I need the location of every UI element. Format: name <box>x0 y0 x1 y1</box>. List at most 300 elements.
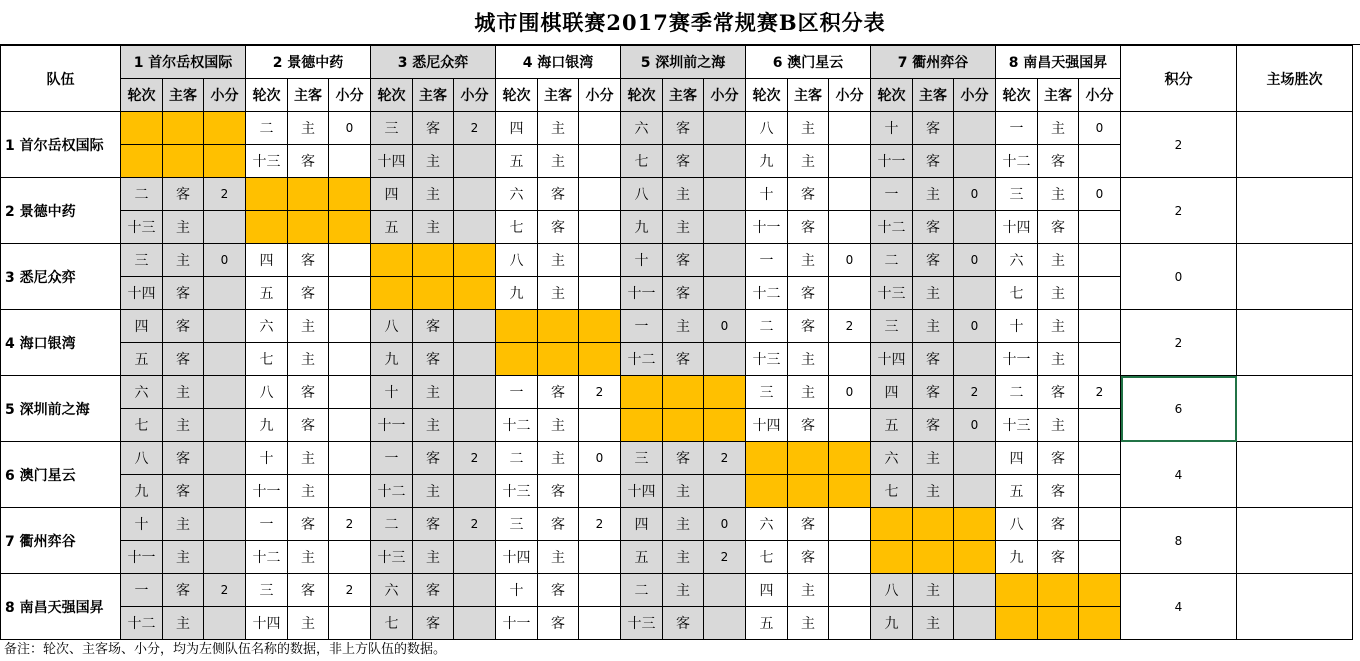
round-cell[interactable]: 三 <box>496 508 538 541</box>
home-away-cell[interactable]: 客 <box>163 574 204 607</box>
team-column-header[interactable]: 队伍 <box>1 46 121 112</box>
self-match-cell[interactable] <box>454 277 496 310</box>
sub-score-cell[interactable]: 2 <box>204 178 246 211</box>
home-away-cell[interactable]: 客 <box>913 376 954 409</box>
sub-score-cell[interactable] <box>329 442 371 475</box>
sub-score-cell[interactable] <box>1079 409 1121 442</box>
home-away-cell[interactable]: 客 <box>663 145 704 178</box>
sub-score-cell[interactable] <box>454 541 496 574</box>
home-away-cell[interactable]: 客 <box>913 145 954 178</box>
home-away-cell[interactable]: 主 <box>663 475 704 508</box>
round-cell[interactable]: 一 <box>621 310 663 343</box>
round-cell[interactable]: 八 <box>246 376 288 409</box>
team-name[interactable]: 6 澳门星云 <box>1 442 121 508</box>
round-cell[interactable]: 五 <box>496 145 538 178</box>
round-cell[interactable]: 六 <box>996 244 1038 277</box>
opponent-header-1[interactable]: 1 首尔岳权国际 <box>121 46 246 79</box>
home-away-cell[interactable]: 主 <box>788 607 829 640</box>
round-cell[interactable]: 六 <box>746 508 788 541</box>
sub-score-cell[interactable] <box>704 475 746 508</box>
home-away-cell[interactable]: 客 <box>788 277 829 310</box>
sub-score-cell[interactable] <box>704 112 746 145</box>
home-away-cell[interactable]: 客 <box>163 277 204 310</box>
sub-score-cell[interactable]: 2 <box>704 541 746 574</box>
sub-score-header[interactable]: 小分 <box>329 79 371 112</box>
home-away-cell[interactable]: 客 <box>163 178 204 211</box>
round-cell[interactable]: 十二 <box>121 607 163 640</box>
self-match-cell[interactable] <box>663 376 704 409</box>
sub-score-cell[interactable]: 0 <box>829 376 871 409</box>
round-cell[interactable]: 三 <box>871 310 913 343</box>
self-match-cell[interactable] <box>996 574 1038 607</box>
round-cell[interactable]: 九 <box>246 409 288 442</box>
self-match-cell[interactable] <box>246 178 288 211</box>
sub-score-cell[interactable] <box>704 574 746 607</box>
sub-score-cell[interactable] <box>829 112 871 145</box>
self-match-cell[interactable] <box>663 409 704 442</box>
sub-score-cell[interactable] <box>329 607 371 640</box>
sub-score-header[interactable]: 小分 <box>954 79 996 112</box>
round-cell[interactable]: 八 <box>371 310 413 343</box>
sub-score-cell[interactable]: 0 <box>329 112 371 145</box>
home-away-cell[interactable]: 主 <box>288 607 329 640</box>
sub-score-cell[interactable] <box>329 145 371 178</box>
home-away-cell[interactable]: 主 <box>538 409 579 442</box>
round-cell[interactable]: 一 <box>496 376 538 409</box>
home-wins-cell[interactable] <box>1237 508 1353 574</box>
round-cell[interactable]: 四 <box>746 574 788 607</box>
home-away-cell[interactable]: 客 <box>788 211 829 244</box>
round-cell[interactable]: 一 <box>996 112 1038 145</box>
home-away-cell[interactable]: 客 <box>413 343 454 376</box>
home-away-cell[interactable]: 主 <box>538 277 579 310</box>
round-cell[interactable]: 三 <box>121 244 163 277</box>
round-cell[interactable]: 十 <box>371 376 413 409</box>
home-away-cell[interactable]: 客 <box>413 310 454 343</box>
sub-score-cell[interactable]: 2 <box>1079 376 1121 409</box>
home-away-cell[interactable]: 主 <box>288 343 329 376</box>
round-cell[interactable]: 十三 <box>996 409 1038 442</box>
round-cell[interactable]: 十三 <box>246 145 288 178</box>
home-away-cell[interactable]: 主 <box>788 343 829 376</box>
home-away-cell[interactable]: 主 <box>163 607 204 640</box>
round-cell[interactable]: 二 <box>621 574 663 607</box>
self-match-cell[interactable] <box>163 145 204 178</box>
self-match-cell[interactable] <box>954 541 996 574</box>
home-wins-cell[interactable] <box>1237 244 1353 310</box>
sub-score-header[interactable]: 小分 <box>454 79 496 112</box>
home-away-header[interactable]: 主客 <box>913 79 954 112</box>
sub-score-cell[interactable]: 2 <box>704 442 746 475</box>
self-match-cell[interactable] <box>121 145 163 178</box>
sub-score-cell[interactable] <box>1079 277 1121 310</box>
self-match-cell[interactable] <box>288 211 329 244</box>
self-match-cell[interactable] <box>121 112 163 145</box>
self-match-cell[interactable] <box>621 376 663 409</box>
home-away-cell[interactable]: 客 <box>288 409 329 442</box>
home-away-cell[interactable]: 主 <box>1038 244 1079 277</box>
round-cell[interactable]: 十一 <box>371 409 413 442</box>
team-name[interactable]: 4 海口银湾 <box>1 310 121 376</box>
home-away-cell[interactable]: 客 <box>288 508 329 541</box>
round-cell[interactable]: 二 <box>121 178 163 211</box>
home-away-cell[interactable]: 主 <box>913 475 954 508</box>
team-name[interactable]: 2 景德中药 <box>1 178 121 244</box>
home-away-cell[interactable]: 主 <box>663 211 704 244</box>
sub-score-cell[interactable] <box>829 145 871 178</box>
home-away-cell[interactable]: 主 <box>413 376 454 409</box>
home-away-cell[interactable]: 客 <box>288 277 329 310</box>
self-match-cell[interactable] <box>788 442 829 475</box>
sub-score-cell[interactable] <box>204 376 246 409</box>
self-match-cell[interactable] <box>371 244 413 277</box>
self-match-cell[interactable] <box>1038 574 1079 607</box>
self-match-cell[interactable] <box>1038 607 1079 640</box>
round-cell[interactable]: 十一 <box>496 607 538 640</box>
sub-score-cell[interactable] <box>329 277 371 310</box>
round-cell[interactable]: 二 <box>246 112 288 145</box>
sub-score-cell[interactable] <box>704 211 746 244</box>
sub-score-cell[interactable] <box>579 409 621 442</box>
home-away-cell[interactable]: 主 <box>1038 277 1079 310</box>
round-cell[interactable]: 二 <box>371 508 413 541</box>
sub-score-cell[interactable] <box>829 607 871 640</box>
home-away-cell[interactable]: 客 <box>663 244 704 277</box>
team-name[interactable]: 1 首尔岳权国际 <box>1 112 121 178</box>
home-away-cell[interactable]: 客 <box>663 277 704 310</box>
self-match-cell[interactable] <box>829 475 871 508</box>
self-match-cell[interactable] <box>871 541 913 574</box>
sub-score-cell[interactable] <box>704 343 746 376</box>
sub-score-cell[interactable]: 2 <box>329 574 371 607</box>
home-away-cell[interactable]: 客 <box>413 442 454 475</box>
home-away-header[interactable]: 主客 <box>538 79 579 112</box>
sub-score-cell[interactable]: 0 <box>1079 112 1121 145</box>
home-away-cell[interactable]: 客 <box>1038 145 1079 178</box>
home-away-cell[interactable]: 主 <box>788 574 829 607</box>
points-header[interactable]: 积分 <box>1121 46 1237 112</box>
self-match-cell[interactable] <box>454 244 496 277</box>
points-cell[interactable]: 2 <box>1121 178 1237 244</box>
home-away-cell[interactable]: 主 <box>163 409 204 442</box>
sub-score-cell[interactable] <box>704 178 746 211</box>
round-cell[interactable]: 十 <box>496 574 538 607</box>
home-away-cell[interactable]: 主 <box>1038 343 1079 376</box>
home-wins-header[interactable]: 主场胜次 <box>1237 46 1353 112</box>
self-match-cell[interactable] <box>496 343 538 376</box>
home-away-header[interactable]: 主客 <box>788 79 829 112</box>
self-match-cell[interactable] <box>371 277 413 310</box>
self-match-cell[interactable] <box>996 607 1038 640</box>
sub-score-cell[interactable] <box>454 409 496 442</box>
sub-score-cell[interactable] <box>579 475 621 508</box>
sub-score-cell[interactable] <box>204 277 246 310</box>
round-cell[interactable]: 六 <box>246 310 288 343</box>
self-match-cell[interactable] <box>704 409 746 442</box>
home-wins-cell[interactable] <box>1237 574 1353 640</box>
round-cell[interactable]: 七 <box>246 343 288 376</box>
round-header[interactable]: 轮次 <box>246 79 288 112</box>
home-away-cell[interactable]: 主 <box>788 244 829 277</box>
sub-score-cell[interactable] <box>704 277 746 310</box>
home-away-cell[interactable]: 主 <box>788 112 829 145</box>
round-cell[interactable]: 十四 <box>871 343 913 376</box>
round-cell[interactable]: 三 <box>246 574 288 607</box>
round-cell[interactable]: 十四 <box>621 475 663 508</box>
home-away-cell[interactable]: 客 <box>163 442 204 475</box>
team-name[interactable]: 5 深圳前之海 <box>1 376 121 442</box>
home-away-cell[interactable]: 客 <box>1038 376 1079 409</box>
sub-score-cell[interactable]: 2 <box>579 376 621 409</box>
sub-score-cell[interactable] <box>579 112 621 145</box>
sub-score-cell[interactable] <box>329 409 371 442</box>
sub-score-cell[interactable]: 2 <box>829 310 871 343</box>
sub-score-cell[interactable] <box>204 211 246 244</box>
sub-score-cell[interactable] <box>1079 145 1121 178</box>
sub-score-cell[interactable] <box>829 409 871 442</box>
home-away-cell[interactable]: 客 <box>288 244 329 277</box>
round-cell[interactable]: 十三 <box>746 343 788 376</box>
round-cell[interactable]: 三 <box>746 376 788 409</box>
sub-score-cell[interactable]: 0 <box>704 508 746 541</box>
sub-score-cell[interactable]: 2 <box>329 508 371 541</box>
home-away-cell[interactable]: 客 <box>1038 475 1079 508</box>
round-cell[interactable]: 八 <box>996 508 1038 541</box>
round-cell[interactable]: 六 <box>121 376 163 409</box>
home-wins-cell[interactable] <box>1237 112 1353 178</box>
round-cell[interactable]: 七 <box>371 607 413 640</box>
round-cell[interactable]: 十二 <box>871 211 913 244</box>
sub-score-header[interactable]: 小分 <box>704 79 746 112</box>
round-cell[interactable]: 十三 <box>371 541 413 574</box>
home-away-cell[interactable]: 客 <box>788 541 829 574</box>
sub-score-header[interactable]: 小分 <box>579 79 621 112</box>
round-cell[interactable]: 十四 <box>246 607 288 640</box>
round-header[interactable]: 轮次 <box>621 79 663 112</box>
sub-score-cell[interactable] <box>1079 343 1121 376</box>
sub-score-cell[interactable] <box>954 211 996 244</box>
round-cell[interactable]: 十 <box>746 178 788 211</box>
opponent-header-7[interactable]: 7 衢州弈谷 <box>871 46 996 79</box>
home-wins-cell[interactable] <box>1237 310 1353 376</box>
self-match-cell[interactable] <box>413 277 454 310</box>
sub-score-cell[interactable] <box>1079 508 1121 541</box>
self-match-cell[interactable] <box>579 343 621 376</box>
self-match-cell[interactable] <box>329 178 371 211</box>
home-away-cell[interactable]: 主 <box>288 541 329 574</box>
round-cell[interactable]: 六 <box>621 112 663 145</box>
round-cell[interactable]: 十四 <box>121 277 163 310</box>
home-away-header[interactable]: 主客 <box>663 79 704 112</box>
sub-score-cell[interactable] <box>1079 310 1121 343</box>
sub-score-cell[interactable]: 0 <box>204 244 246 277</box>
home-away-cell[interactable]: 客 <box>538 508 579 541</box>
points-cell[interactable]: 2 <box>1121 112 1237 178</box>
self-match-cell[interactable] <box>746 475 788 508</box>
round-cell[interactable]: 九 <box>996 541 1038 574</box>
opponent-header-5[interactable]: 5 深圳前之海 <box>621 46 746 79</box>
sub-score-cell[interactable] <box>454 607 496 640</box>
home-away-cell[interactable]: 主 <box>1038 178 1079 211</box>
self-match-cell[interactable] <box>871 508 913 541</box>
round-cell[interactable]: 五 <box>746 607 788 640</box>
round-cell[interactable]: 一 <box>746 244 788 277</box>
round-header[interactable]: 轮次 <box>496 79 538 112</box>
sub-score-cell[interactable] <box>829 574 871 607</box>
points-cell[interactable]: 8 <box>1121 508 1237 574</box>
home-away-cell[interactable]: 客 <box>913 244 954 277</box>
sub-score-header[interactable]: 小分 <box>204 79 246 112</box>
home-away-cell[interactable]: 客 <box>1038 508 1079 541</box>
round-header[interactable]: 轮次 <box>996 79 1038 112</box>
sub-score-cell[interactable] <box>454 310 496 343</box>
opponent-header-3[interactable]: 3 悉尼众弈 <box>371 46 496 79</box>
self-match-cell[interactable] <box>538 343 579 376</box>
home-away-cell[interactable]: 客 <box>913 112 954 145</box>
round-cell[interactable]: 七 <box>496 211 538 244</box>
home-away-cell[interactable]: 客 <box>413 112 454 145</box>
self-match-cell[interactable] <box>579 310 621 343</box>
round-cell[interactable]: 十一 <box>996 343 1038 376</box>
sub-score-cell[interactable] <box>829 508 871 541</box>
home-away-cell[interactable]: 客 <box>538 376 579 409</box>
round-cell[interactable]: 一 <box>121 574 163 607</box>
round-cell[interactable]: 十一 <box>621 277 663 310</box>
round-cell[interactable]: 五 <box>996 475 1038 508</box>
sub-score-cell[interactable] <box>1079 211 1121 244</box>
sub-score-cell[interactable] <box>204 442 246 475</box>
sub-score-cell[interactable]: 0 <box>954 310 996 343</box>
home-away-cell[interactable]: 客 <box>163 310 204 343</box>
sub-score-cell[interactable] <box>454 211 496 244</box>
home-away-cell[interactable]: 客 <box>788 508 829 541</box>
home-away-cell[interactable]: 客 <box>1038 442 1079 475</box>
team-name[interactable]: 3 悉尼众弈 <box>1 244 121 310</box>
sub-score-cell[interactable]: 0 <box>1079 178 1121 211</box>
sub-score-cell[interactable] <box>579 178 621 211</box>
self-match-cell[interactable] <box>1079 574 1121 607</box>
round-cell[interactable]: 四 <box>871 376 913 409</box>
sub-score-cell[interactable] <box>954 574 996 607</box>
home-wins-cell[interactable] <box>1237 442 1353 508</box>
round-cell[interactable]: 九 <box>371 343 413 376</box>
home-away-cell[interactable]: 主 <box>663 310 704 343</box>
round-cell[interactable]: 六 <box>496 178 538 211</box>
round-cell[interactable]: 一 <box>246 508 288 541</box>
points-cell[interactable]: 4 <box>1121 442 1237 508</box>
sub-score-cell[interactable]: 0 <box>579 442 621 475</box>
round-cell[interactable]: 五 <box>246 277 288 310</box>
home-wins-cell[interactable] <box>1237 376 1353 442</box>
sub-score-cell[interactable] <box>579 145 621 178</box>
self-match-cell[interactable] <box>246 211 288 244</box>
round-cell[interactable]: 十四 <box>996 211 1038 244</box>
self-match-cell[interactable] <box>621 409 663 442</box>
round-cell[interactable]: 十二 <box>246 541 288 574</box>
self-match-cell[interactable] <box>1079 607 1121 640</box>
home-away-cell[interactable]: 客 <box>163 343 204 376</box>
round-cell[interactable]: 十三 <box>621 607 663 640</box>
round-header[interactable]: 轮次 <box>371 79 413 112</box>
points-cell[interactable]: 4 <box>1121 574 1237 640</box>
sub-score-cell[interactable]: 2 <box>579 508 621 541</box>
sub-score-cell[interactable] <box>204 541 246 574</box>
home-away-cell[interactable]: 客 <box>913 409 954 442</box>
sub-score-cell[interactable] <box>954 442 996 475</box>
sub-score-cell[interactable] <box>954 145 996 178</box>
round-cell[interactable]: 七 <box>621 145 663 178</box>
sub-score-cell[interactable] <box>329 343 371 376</box>
sub-score-cell[interactable]: 0 <box>954 409 996 442</box>
round-cell[interactable]: 七 <box>746 541 788 574</box>
home-away-cell[interactable]: 主 <box>163 541 204 574</box>
sub-score-cell[interactable] <box>704 244 746 277</box>
round-cell[interactable]: 十 <box>121 508 163 541</box>
home-away-cell[interactable]: 主 <box>538 112 579 145</box>
home-away-cell[interactable]: 主 <box>163 376 204 409</box>
sub-score-cell[interactable] <box>329 310 371 343</box>
sub-score-cell[interactable] <box>954 343 996 376</box>
round-cell[interactable]: 七 <box>871 475 913 508</box>
points-cell[interactable]: 2 <box>1121 310 1237 376</box>
sub-score-cell[interactable] <box>204 475 246 508</box>
round-cell[interactable]: 十三 <box>496 475 538 508</box>
round-cell[interactable]: 三 <box>621 442 663 475</box>
round-cell[interactable]: 九 <box>121 475 163 508</box>
round-cell[interactable]: 八 <box>621 178 663 211</box>
home-away-cell[interactable]: 主 <box>663 508 704 541</box>
sub-score-cell[interactable] <box>454 145 496 178</box>
home-away-cell[interactable]: 主 <box>913 277 954 310</box>
round-cell[interactable]: 一 <box>371 442 413 475</box>
home-away-cell[interactable]: 客 <box>663 607 704 640</box>
round-cell[interactable]: 六 <box>371 574 413 607</box>
sub-score-header[interactable]: 小分 <box>829 79 871 112</box>
home-away-cell[interactable]: 客 <box>663 343 704 376</box>
sub-score-cell[interactable] <box>204 310 246 343</box>
home-away-cell[interactable]: 主 <box>413 541 454 574</box>
home-away-cell[interactable]: 主 <box>288 442 329 475</box>
round-cell[interactable]: 八 <box>496 244 538 277</box>
round-cell[interactable]: 十四 <box>746 409 788 442</box>
home-away-cell[interactable]: 主 <box>913 607 954 640</box>
home-away-cell[interactable]: 主 <box>1038 112 1079 145</box>
sub-score-cell[interactable] <box>954 475 996 508</box>
round-header[interactable]: 轮次 <box>871 79 913 112</box>
round-cell[interactable]: 二 <box>746 310 788 343</box>
round-cell[interactable]: 四 <box>996 442 1038 475</box>
home-away-cell[interactable]: 主 <box>913 442 954 475</box>
opponent-header-2[interactable]: 2 景德中药 <box>246 46 371 79</box>
sub-score-cell[interactable] <box>829 277 871 310</box>
sub-score-cell[interactable] <box>329 244 371 277</box>
self-match-cell[interactable] <box>329 211 371 244</box>
home-away-cell[interactable]: 客 <box>413 574 454 607</box>
round-cell[interactable]: 十 <box>996 310 1038 343</box>
sub-score-cell[interactable] <box>454 343 496 376</box>
round-cell[interactable]: 一 <box>871 178 913 211</box>
sub-score-cell[interactable] <box>1079 541 1121 574</box>
round-cell[interactable]: 三 <box>996 178 1038 211</box>
round-header[interactable]: 轮次 <box>121 79 163 112</box>
self-match-cell[interactable] <box>829 442 871 475</box>
self-match-cell[interactable] <box>704 376 746 409</box>
round-cell[interactable]: 十四 <box>371 145 413 178</box>
round-cell[interactable]: 四 <box>496 112 538 145</box>
home-away-cell[interactable]: 客 <box>1038 211 1079 244</box>
round-cell[interactable]: 十三 <box>121 211 163 244</box>
sub-score-cell[interactable]: 2 <box>204 574 246 607</box>
